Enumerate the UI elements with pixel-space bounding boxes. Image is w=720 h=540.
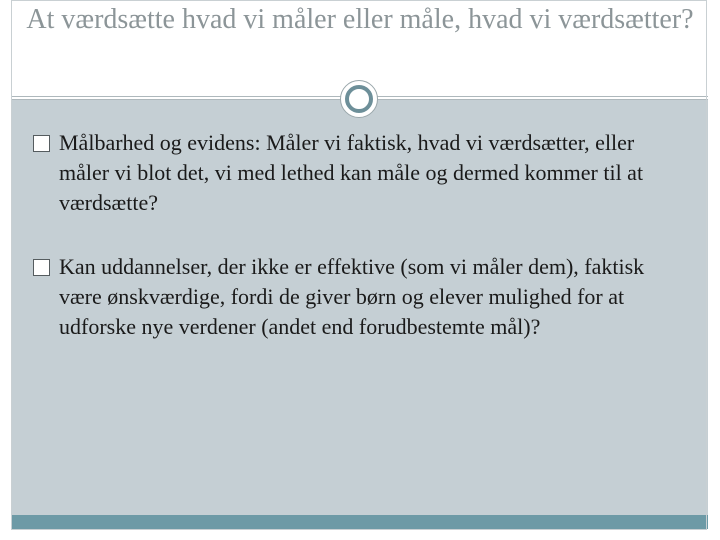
- circle-ring-inner: [345, 85, 373, 113]
- square-bullet-icon: [33, 259, 50, 276]
- square-bullet-icon: [33, 135, 50, 152]
- bullet-item: [33, 252, 688, 342]
- bullet-text: Målbarhed og evidens: Måler vi faktisk, hvad vi værdsætter, eller måler vi blot det, vi med lethed kan måle og dermed kommer til at værdsætte?: [59, 130, 644, 215]
- bullet-item: [33, 128, 688, 218]
- circle-ring-icon: [340, 80, 378, 118]
- bullet-text: Kan uddannelser, der ikke er effektive (som vi måler dem), faktisk være ønskværdige, fordi de giver børn og elever mulighed for at udforske nye verdener (andet end forudbestemte mål)?: [59, 254, 645, 339]
- slide-title: At værdsætte hvad vi måler eller måle, hvad vi værdsætter?: [26, 4, 694, 35]
- bullet-list: [33, 128, 688, 376]
